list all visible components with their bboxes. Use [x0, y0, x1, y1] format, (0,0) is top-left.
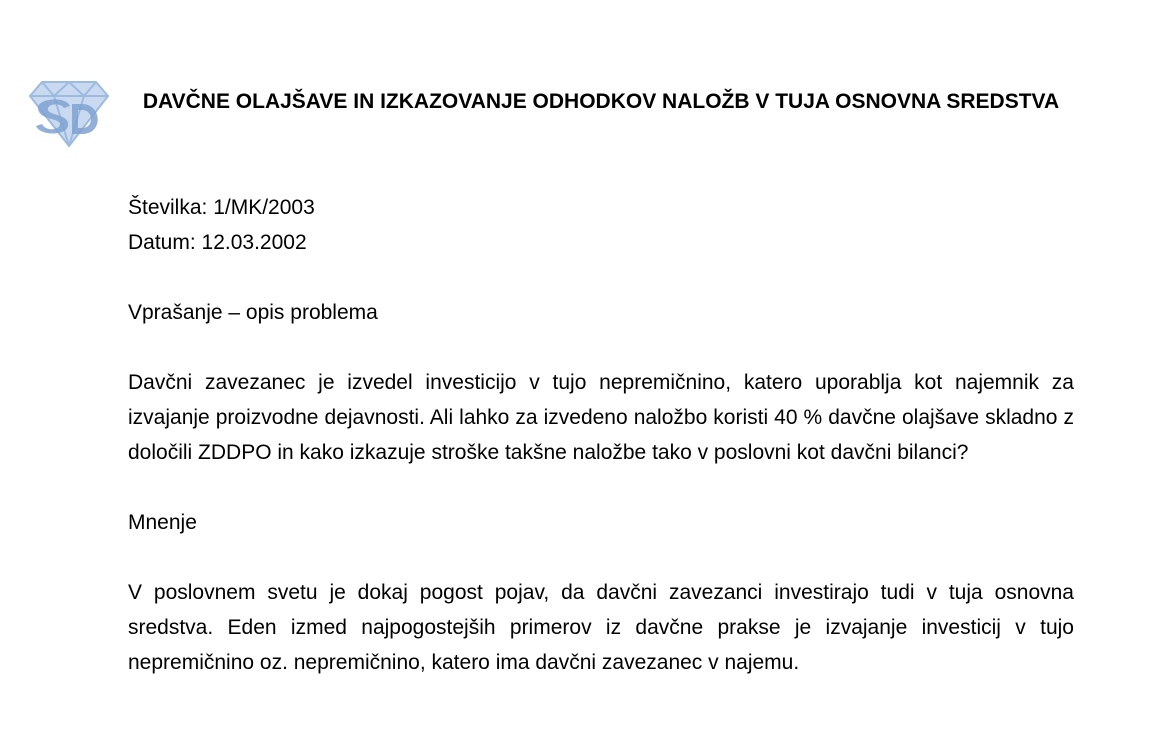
spacer [128, 330, 1074, 365]
spacer [128, 470, 1074, 505]
spacer [128, 260, 1074, 295]
question-heading: Vprašanje – opis problema [128, 301, 378, 324]
opinion-paragraph: V poslovnem svetu je dokaj pogost pojav, da davčni zavezanci investirajo tudi v tuja osnovna sredstva. Eden izmed najpogostejših primerov iz davčne prakse je izvajanje investicij v tujo nepremičnino oz. nepremičnino, katero ima davčni zavezanec v najemu. [128, 581, 1074, 674]
spacer [128, 540, 1074, 575]
document-date: Datum: 12.03.2002 [128, 231, 307, 254]
diamond-logo-icon [26, 78, 112, 150]
question-paragraph: Davčni zavezanec je izvedel investicijo v tujo nepremičnino, katero uporablja kot najemnik za izvajanje proizvodne dejavnosti. Ali lahko za izvedeno naložbo koristi 40 % davčne olajšave skladno z določili ZDDPO in kako izkazuje stroške takšne naložbe tako v poslovni kot davčni bilanci? [128, 371, 1074, 464]
document-title: DAVČNE OLAJŠAVE IN IZKAZOVANJE ODHODKOV NALOŽB V TUJA OSNOVNA SREDSTVA [142, 90, 1060, 113]
document-body [128, 190, 1074, 680]
document-number: Številka: 1/MK/2003 [128, 196, 315, 219]
opinion-heading: Mnenje [128, 511, 197, 534]
